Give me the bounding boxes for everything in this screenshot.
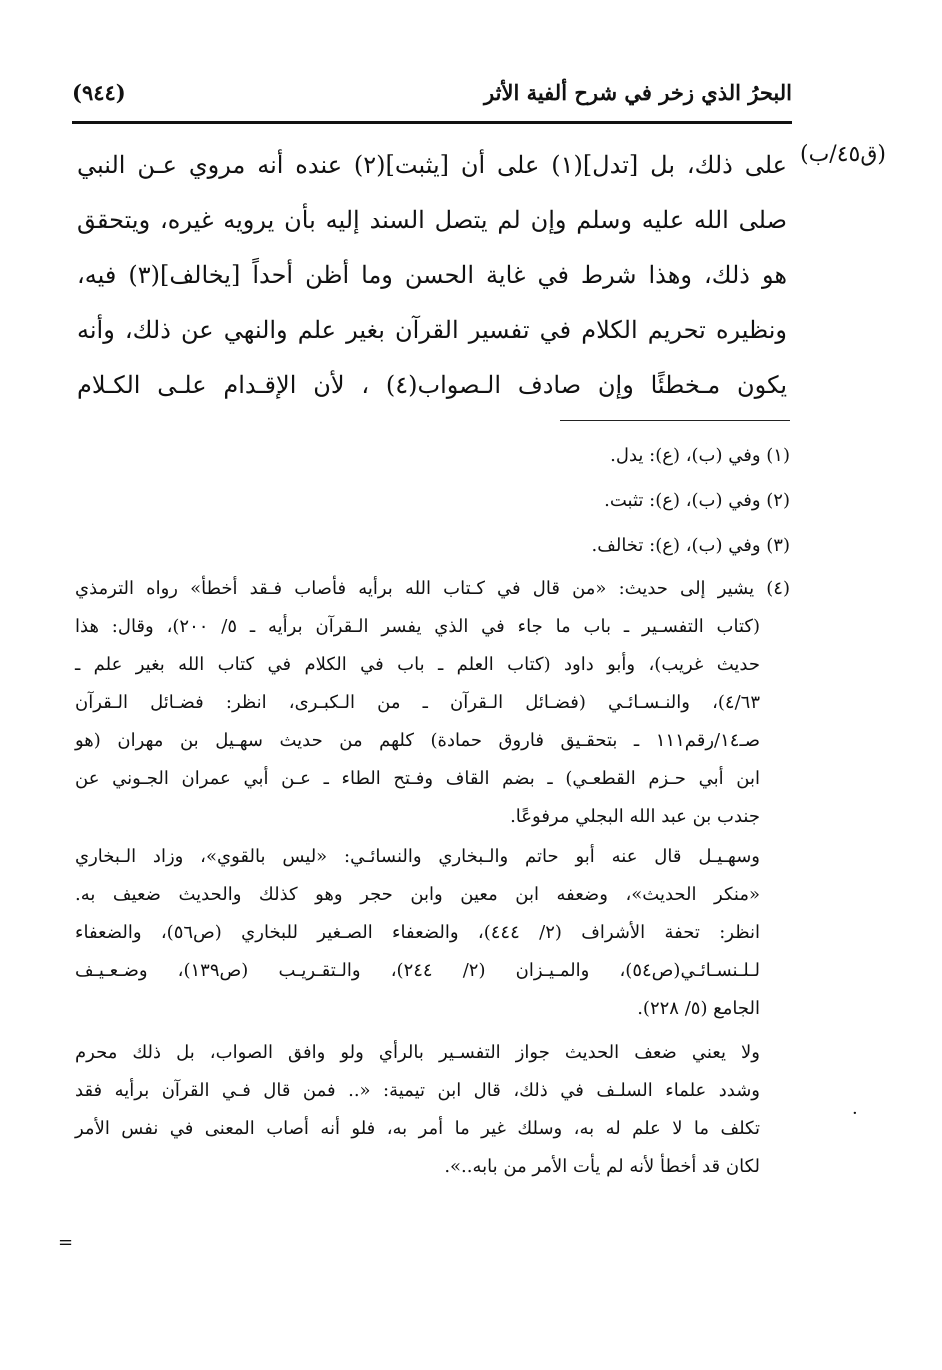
footnote-separator bbox=[560, 420, 790, 421]
running-header bbox=[72, 80, 792, 120]
page-number: (٩٤٤) bbox=[72, 80, 126, 105]
footnote-4 bbox=[75, 570, 790, 836]
footnote-paragraph bbox=[75, 1034, 790, 1186]
footnote-line: حديث غريب)، وأبو داود (كتاب العلم ـ باب في الكلام في كتاب الله بغير علم ـ bbox=[75, 654, 760, 675]
book-title: البحرُ الذي زخر في شرح ألفية الأثر bbox=[484, 80, 792, 105]
footnotes bbox=[75, 433, 790, 1186]
footnote-line: وشدد علماء السلـف في ذلك، قال ابن تيمية: «.. فمن قال فـي القرآن برأيه فقد bbox=[75, 1080, 760, 1101]
main-line: ونظيره تحريم الكلام في تفسير القرآن بغير علم والنهي عن ذلك، وأنه bbox=[77, 316, 787, 344]
footnote-line: ٤/٦٣)، والنـسـائـي (فضـائل الـقرآن ـ من الـكبـرى، انظر: فضـائل الـقرآن bbox=[75, 692, 760, 713]
footnote-line: لكان قد أخطأ لأنه لم يأت الأمر من بابه..». bbox=[444, 1156, 760, 1177]
footnote-1: (١) وفي (ب)، (ع): يدل. bbox=[610, 445, 790, 466]
manuscript-folio-ref: (ق٤٥/ب) bbox=[800, 142, 887, 167]
footnote-line: (٤) يشير إلى حديث: «من قال في كـتاب الله برأيه فأصاب فـقد أخطأ» رواه الترمذي bbox=[75, 578, 790, 599]
footnote-line: انظر: تحفة الأشراف (٢/ ٤٤٤)، والضعفاء الصـغير للبخاري (ص٥٦)، والضعفاء bbox=[75, 922, 761, 943]
margin-dot: · bbox=[852, 1103, 858, 1124]
footnote-line: تكلف ما لا علم له به، وسلك غير ما أمر به، فلو أنه أصاب المعنى في نفس الأمر bbox=[75, 1118, 761, 1139]
footnote-line: ولا يعني ضعف الحديث جواز التفسـير بالرأي ولو وافق الصواب، بل ذلك محرم bbox=[75, 1042, 760, 1063]
footnote-line: ابن أبي حـزم القطعـي) ـ بضم القاف وفـتح الطاء ـ عـن أبي عمران الجـوني عن bbox=[75, 768, 760, 789]
footnote-line: صـ١٤/رقم١١١ ـ بتحقـيق فاروق حمادة) كلهم من حديث سهـيل بن مهران (هو bbox=[75, 730, 760, 751]
main-line: صلى الله عليه وسلم وإن لم يتصل السند إليه بأن يرويه غيره، ويتحقق bbox=[77, 206, 787, 234]
continuation-mark: = bbox=[58, 1232, 74, 1253]
main-line: يكون مـخطئًا وإن صادف الـصواب(٤) ، لأن الإقـدام علـى الكـلام bbox=[77, 371, 788, 399]
main-line: هو ذلك، وهذا شرط في غاية الحسن وما أظن أحداً [يخالف](٣) فيه، bbox=[77, 261, 787, 289]
footnote-2: (٢) وفي (ب)، (ع): تثبت. bbox=[604, 490, 790, 511]
footnote-line: «منكر الحديث»، وضعفه ابن معين وابن حجر وهو كذلك والحديث ضعيف به. bbox=[75, 884, 760, 905]
main-line: على ذلك، بل [تدل](١) على أن [يثبت](٢) عنده أنه مروي عـن النبي bbox=[77, 151, 787, 179]
footnote-3: (٣) وفي (ب)، (ع): تخالف. bbox=[591, 535, 790, 556]
footnote-line: الجامع (٥/ ٢٢٨). bbox=[637, 998, 760, 1019]
footnote-line: جندب بن عبد الله البجلي مرفوعًا. bbox=[510, 806, 760, 827]
footnote-paragraph bbox=[75, 838, 790, 914]
main-text bbox=[77, 138, 787, 413]
header-rule bbox=[72, 121, 792, 124]
footnote-paragraph bbox=[75, 914, 790, 1028]
footnote-line: (كتاب التفسـير ـ باب ما جاء في الذي يفسر الـقرآن برأيه ـ ٥/ ٢٠٠)، وقال: هذا bbox=[75, 616, 761, 637]
footnote-line: وسهـيـل قال عنه أبو حاتم والـبخاري والنسائـي: «ليس بالقوي»، وزاد الـبخاري bbox=[75, 846, 760, 867]
footnote-line: لـلـنسـائـي(ص٥٤)، والمـيـزان (٢/ ٢٤٤)، والـتقـريـب (ص١٣٩)، وضـعـيـف bbox=[75, 960, 760, 981]
